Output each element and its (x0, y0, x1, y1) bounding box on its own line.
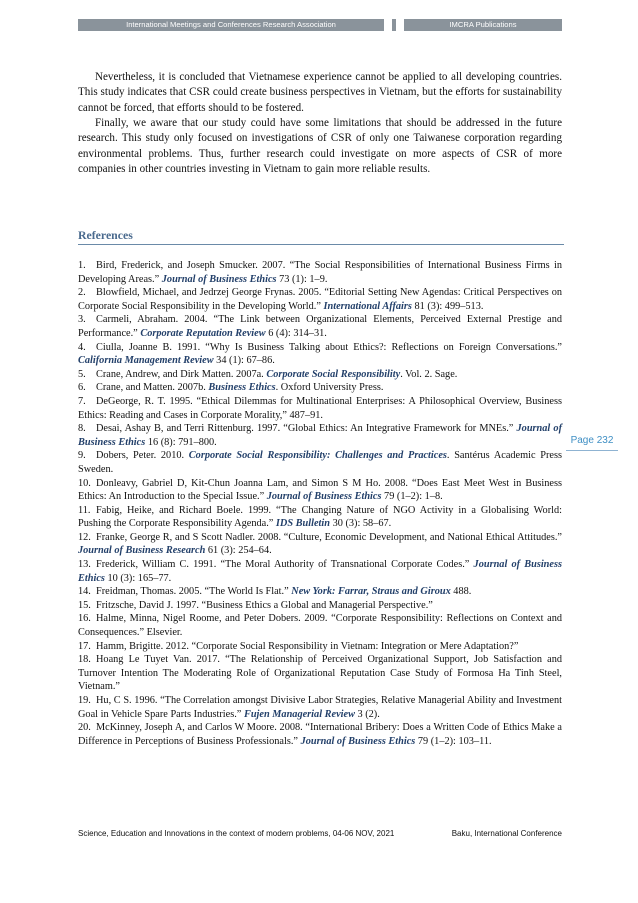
reference-details: . Oxford University Press. (275, 382, 384, 394)
reference-text: Freidman, Thomas. 2005. “The World Is Flat.” (96, 586, 292, 598)
header-gap (384, 19, 392, 31)
reference-details: 81 (3): 499–513. (411, 300, 484, 312)
reference-item (78, 395, 562, 422)
header-publisher: IMCRA Publications (404, 19, 562, 31)
page-header (78, 19, 562, 31)
reference-number: 18. (78, 654, 91, 666)
reference-number: 8. (78, 423, 86, 435)
footer-location: Baku, International Conference (451, 829, 562, 838)
reference-details: 61 (3): 254–64. (205, 545, 272, 557)
reference-source: Journal of Business Ethics (78, 559, 562, 584)
reference-text: Dobers, Peter. 2010. (96, 450, 189, 462)
conclusion-paragraph-1: Nevertheless, it is concluded that Vietnamese experience cannot be applied to all developing countries. This study indicates that CSR could create business perspectives in Vietnam, but the efforts for sustainability cannot be forced, that efforts should to be fostered. (78, 71, 562, 114)
reference-item (78, 585, 562, 599)
reference-number: 6. (78, 382, 86, 394)
page-footer (78, 829, 562, 838)
reference-item (78, 477, 562, 504)
reference-details: 73 (1): 1–9. (276, 273, 328, 285)
reference-details: 16 (8): 791–800. (145, 436, 217, 448)
page-number: Page 232 (570, 435, 614, 446)
reference-details: 3 (2). (354, 708, 380, 720)
reference-text: Bird, Frederick, and Joseph Smucker. 2007. “The Social Responsibilities of International Business Firms in Developing Areas.” (78, 260, 562, 285)
reference-details: . Santérus Academic Press Sweden. (78, 450, 563, 475)
reference-source: Journal of Business Ethics (161, 273, 277, 285)
reference-text: Ciulla, Joanne B. 1991. “Why Is Business Talking about Ethics?: Reflections on Foreign Conversations.” (96, 341, 562, 353)
reference-details: 10 (3): 165–77. (104, 572, 172, 584)
reference-source: Journal of Business Ethics (266, 491, 382, 503)
reference-details: 79 (1–2): 1–8. (381, 491, 443, 503)
reference-number: 5. (78, 368, 86, 380)
reference-source: Corporate Social Responsibility: Challenges and Practices (188, 450, 447, 462)
reference-item (78, 381, 562, 395)
reference-item (78, 286, 562, 313)
header-association-name: International Meetings and Conferences Research Association (78, 19, 384, 31)
reference-item (78, 449, 562, 476)
reference-number: 10. (78, 477, 91, 489)
conclusion-paragraph-2: Finally, we aware that our study could have some limitations that should be addressed in the future research. This study only focused on investigations of CSR of only one Taiwanese corporation regarding environmental problems. Thus, further research could investigate on more aspects of CSR of more companies in other countries investing in Vietnam to gain more reliable results. (78, 117, 562, 175)
reference-source: Journal of Business Ethics (78, 423, 562, 448)
reference-number: 14. (78, 586, 91, 598)
reference-text: Hamm, Brigitte. 2012. “Corporate Social Responsibility in Vietnam: Integration or Mere Adaptation?” (96, 640, 519, 652)
reference-source: California Management Review (78, 355, 214, 367)
reference-item (78, 640, 562, 654)
reference-number: 12. (78, 531, 91, 543)
reference-text: Desai, Ashay B, and Terri Rittenburg. 1997. “Global Ethics: An Integrative Framework for MNEs.” (96, 423, 517, 435)
reference-number: 16. (78, 613, 91, 625)
reference-number: 11. (78, 504, 91, 516)
reference-text: DeGeorge, R. T. 1995. “Ethical Dilemmas for Multinational Enterprises: A Philosophical Overview, Business Ethics: Reading and Cases in Corporate Morality,” 487–91. (78, 395, 562, 421)
reference-number: 20. (78, 722, 91, 734)
reference-item (78, 721, 562, 748)
reference-number: 7. (78, 395, 86, 407)
reference-details: 79 (1–2): 103–11. (415, 735, 492, 747)
reference-details: . Vol. 2. Sage. (400, 368, 458, 380)
footer-conference-title: Science, Education and Innovations in the context of modern problems, 04-06 NOV, 2021 (78, 829, 395, 838)
reference-number: 3. (78, 314, 86, 326)
reference-item (78, 313, 562, 340)
references-list (78, 259, 562, 748)
reference-number: 13. (78, 559, 91, 571)
reference-item (78, 531, 562, 558)
references-divider (78, 244, 564, 245)
reference-text: Blowfield, Michael, and Jedrzej George Frynas. 2005. “Editorial Setting New Agendas: Critical Perspectives on Corporate Social Responsibility in the Developing World.” (78, 287, 562, 312)
reference-item (78, 368, 562, 382)
reference-details: 6 (4): 314–31. (265, 327, 327, 339)
reference-details: 34 (1): 67–86. (213, 355, 275, 367)
reference-source: IDS Bulletin (275, 518, 331, 530)
reference-source: Corporate Reputation Review (140, 327, 266, 339)
reference-details: 488. (450, 586, 472, 598)
reference-text: McKinney, Joseph A, and Carlos W Moore. 2008. “International Bribery: Does a Written Code of Ethics Make a Difference in Perceptions of Business Professionals.” (78, 722, 562, 747)
reference-details: 30 (3): 58–67. (330, 518, 392, 530)
reference-item (78, 259, 562, 286)
page-number-underline (566, 450, 618, 451)
reference-text: Frederick, William C. 1991. “The Moral Authority of Transnational Corporate Codes.” (96, 559, 474, 571)
reference-number: 4. (78, 341, 86, 353)
reference-source: Journal of Business Ethics (300, 735, 416, 747)
reference-number: 15. (78, 599, 91, 611)
references-heading: References (78, 228, 133, 242)
reference-item (78, 558, 562, 585)
reference-number: 2. (78, 287, 86, 299)
reference-item (78, 504, 562, 531)
reference-number: 1. (78, 260, 86, 271)
reference-item (78, 422, 562, 449)
reference-text: Fabig, Heike, and Richard Boele. 1999. “The Changing Nature of NGO Activity in a Globalising World: Pushing the Corporate Responsibility Agenda.” (78, 504, 562, 530)
reference-source: Fujen Managerial Review (243, 708, 355, 720)
reference-text: Fritzsche, David J. 1997. “Business Ethics a Global and Managerial Perspective.” (96, 599, 433, 611)
reference-text: Donleavy, Gabriel D, Kit-Chun Joanna Lam, and Simon S M Ho. 2008. “Does East Meet West in Business Ethics: An Introduction to the Special Issue.” (78, 477, 562, 503)
reference-item (78, 341, 562, 368)
reference-text: Hu, C S. 1996. “The Correlation amongst Divisive Labor Strategies, Relative Managerial Ability and Investment Goal in Vehicle Spare Parts Industries.” (78, 695, 562, 720)
reference-text: Carmeli, Abraham. 2004. “The Link between Organizational Elements, Perceived External Prestige and Performance.” (78, 314, 562, 339)
reference-item (78, 694, 562, 721)
reference-item (78, 653, 562, 694)
reference-source: Business Ethics (208, 382, 276, 394)
reference-text: Crane, and Matten. 2007b. (96, 382, 209, 394)
reference-number: 19. (78, 695, 91, 706)
reference-text: Halme, Minna, Nigel Roome, and Peter Dobers. 2009. “Corporate Responsibility: Reflections on Context and Consequences.” Elsevier. (78, 613, 562, 639)
reference-source: Journal of Business Research (78, 545, 206, 557)
header-gap (396, 19, 404, 31)
reference-text: Franke, George R, and S Scott Nadler. 2008. “Culture, Economic Development, and National Ethical Attitudes.” (96, 531, 562, 543)
reference-item (78, 599, 562, 613)
reference-text: Hoang Le Tuyet Van. 2017. “The Relationship of Perceived Organizational Support, Job Satisfaction and Turnover Intention The Moderating Role of Organizational Reputation Case Study of Formosa Ha Tinh Steel, Vietnam.” (78, 654, 562, 693)
reference-source: Corporate Social Responsibility (266, 368, 401, 380)
reference-number: 9. (78, 450, 86, 462)
reference-source: New York: Farrar, Straus and Giroux (291, 586, 451, 598)
reference-source: International Affairs (323, 300, 412, 312)
reference-item (78, 612, 562, 639)
reference-number: 17. (78, 640, 91, 652)
reference-text: Crane, Andrew, and Dirk Matten. 2007a. (96, 368, 267, 380)
